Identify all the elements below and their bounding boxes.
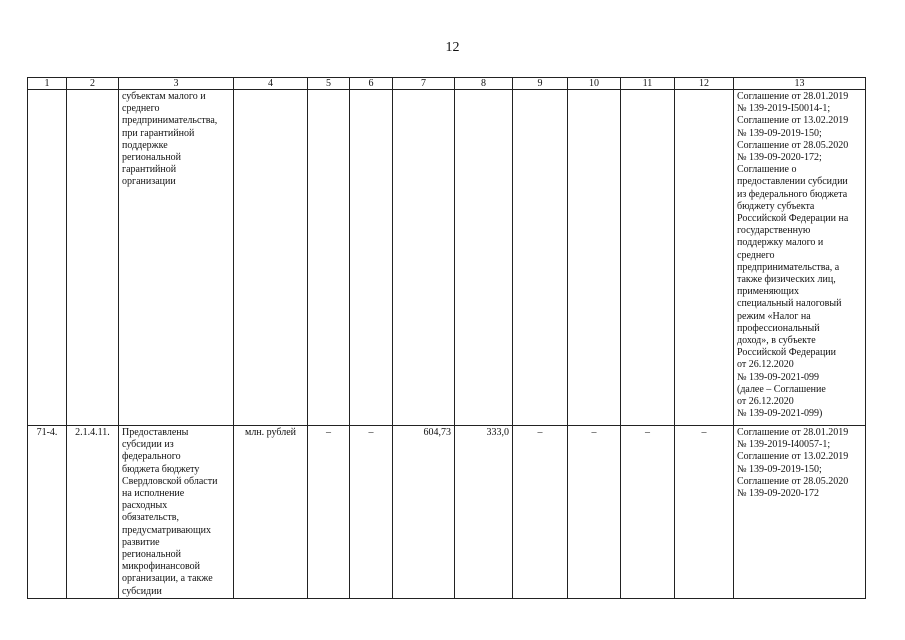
- cell-col11: [621, 90, 675, 426]
- column-header-6: 6: [350, 78, 393, 90]
- header-row: [28, 78, 866, 90]
- cell-description: Предоставлены субсидии из федерального бюджета бюджету Свердловской области на исполнение расходных обязательств, предусматривающих развитие региональной микрофинансовой организации, а также субсидии: [119, 426, 234, 599]
- column-header-7: 7: [393, 78, 455, 90]
- column-header-1: 1: [28, 78, 67, 90]
- cell-col12: [675, 90, 734, 426]
- column-header-3: 3: [119, 78, 234, 90]
- column-header-8: 8: [455, 78, 513, 90]
- data-table: [27, 77, 866, 599]
- cell-number: 71-4.: [28, 426, 67, 599]
- column-header-13: 13: [734, 78, 866, 90]
- cell-agreements: Соглашение от 28.01.2019 № 139-2019-I40057-1; Соглашение от 13.02.2019 № 139-09-2019-150; Соглашение от 28.05.2020 № 139-09-2020-172: [734, 426, 866, 599]
- table-row: [28, 426, 866, 599]
- cell-col9: [513, 90, 568, 426]
- cell-unit: [234, 90, 308, 426]
- cell-code: 2.1.4.11.: [67, 426, 119, 599]
- cell-col7: [393, 90, 455, 426]
- page-number: 12: [445, 40, 460, 55]
- column-header-4: 4: [234, 78, 308, 90]
- table-row: [28, 90, 866, 426]
- cell-col5: [308, 90, 350, 426]
- column-header-10: 10: [568, 78, 621, 90]
- cell-col11: –: [621, 426, 675, 599]
- cell-col8: [455, 90, 513, 426]
- column-header-5: 5: [308, 78, 350, 90]
- column-header-12: 12: [675, 78, 734, 90]
- cell-col12: –: [675, 426, 734, 599]
- cell-col6: –: [350, 426, 393, 599]
- cell-code: [67, 90, 119, 426]
- cell-number: [28, 90, 67, 426]
- cell-col10: –: [568, 426, 621, 599]
- cell-col9: –: [513, 426, 568, 599]
- cell-col8: 333,0: [455, 426, 513, 599]
- column-header-9: 9: [513, 78, 568, 90]
- cell-description: субъектам малого и среднего предпринимательства, при гарантийной поддержке региональной гарантийной организации: [119, 90, 234, 426]
- cell-agreements: Соглашение от 28.01.2019 № 139-2019-I50014-1; Соглашение от 13.02.2019 № 139-09-2019-150; Соглашение от 28.05.2020 № 139-09-2020-172; Соглашение о предоставлении субсидии из федерального бюджета бюджету субъекта Российской Федерации на государственную поддержку малого и среднего предпринимательства, а также физических лиц, применяющих специальный налоговый режим «Налог на профессиональный доход», в субъекте Российской Федерации от 26.12.2020 № 139-09-2021-099 (далее – Соглашение от 26.12.2020 № 139-09-2021-099): [734, 90, 866, 426]
- cell-col7: 604,73: [393, 426, 455, 599]
- column-header-11: 11: [621, 78, 675, 90]
- column-header-2: 2: [67, 78, 119, 90]
- cell-unit: млн. рублей: [234, 426, 308, 599]
- cell-col10: [568, 90, 621, 426]
- cell-col5: –: [308, 426, 350, 599]
- cell-col6: [350, 90, 393, 426]
